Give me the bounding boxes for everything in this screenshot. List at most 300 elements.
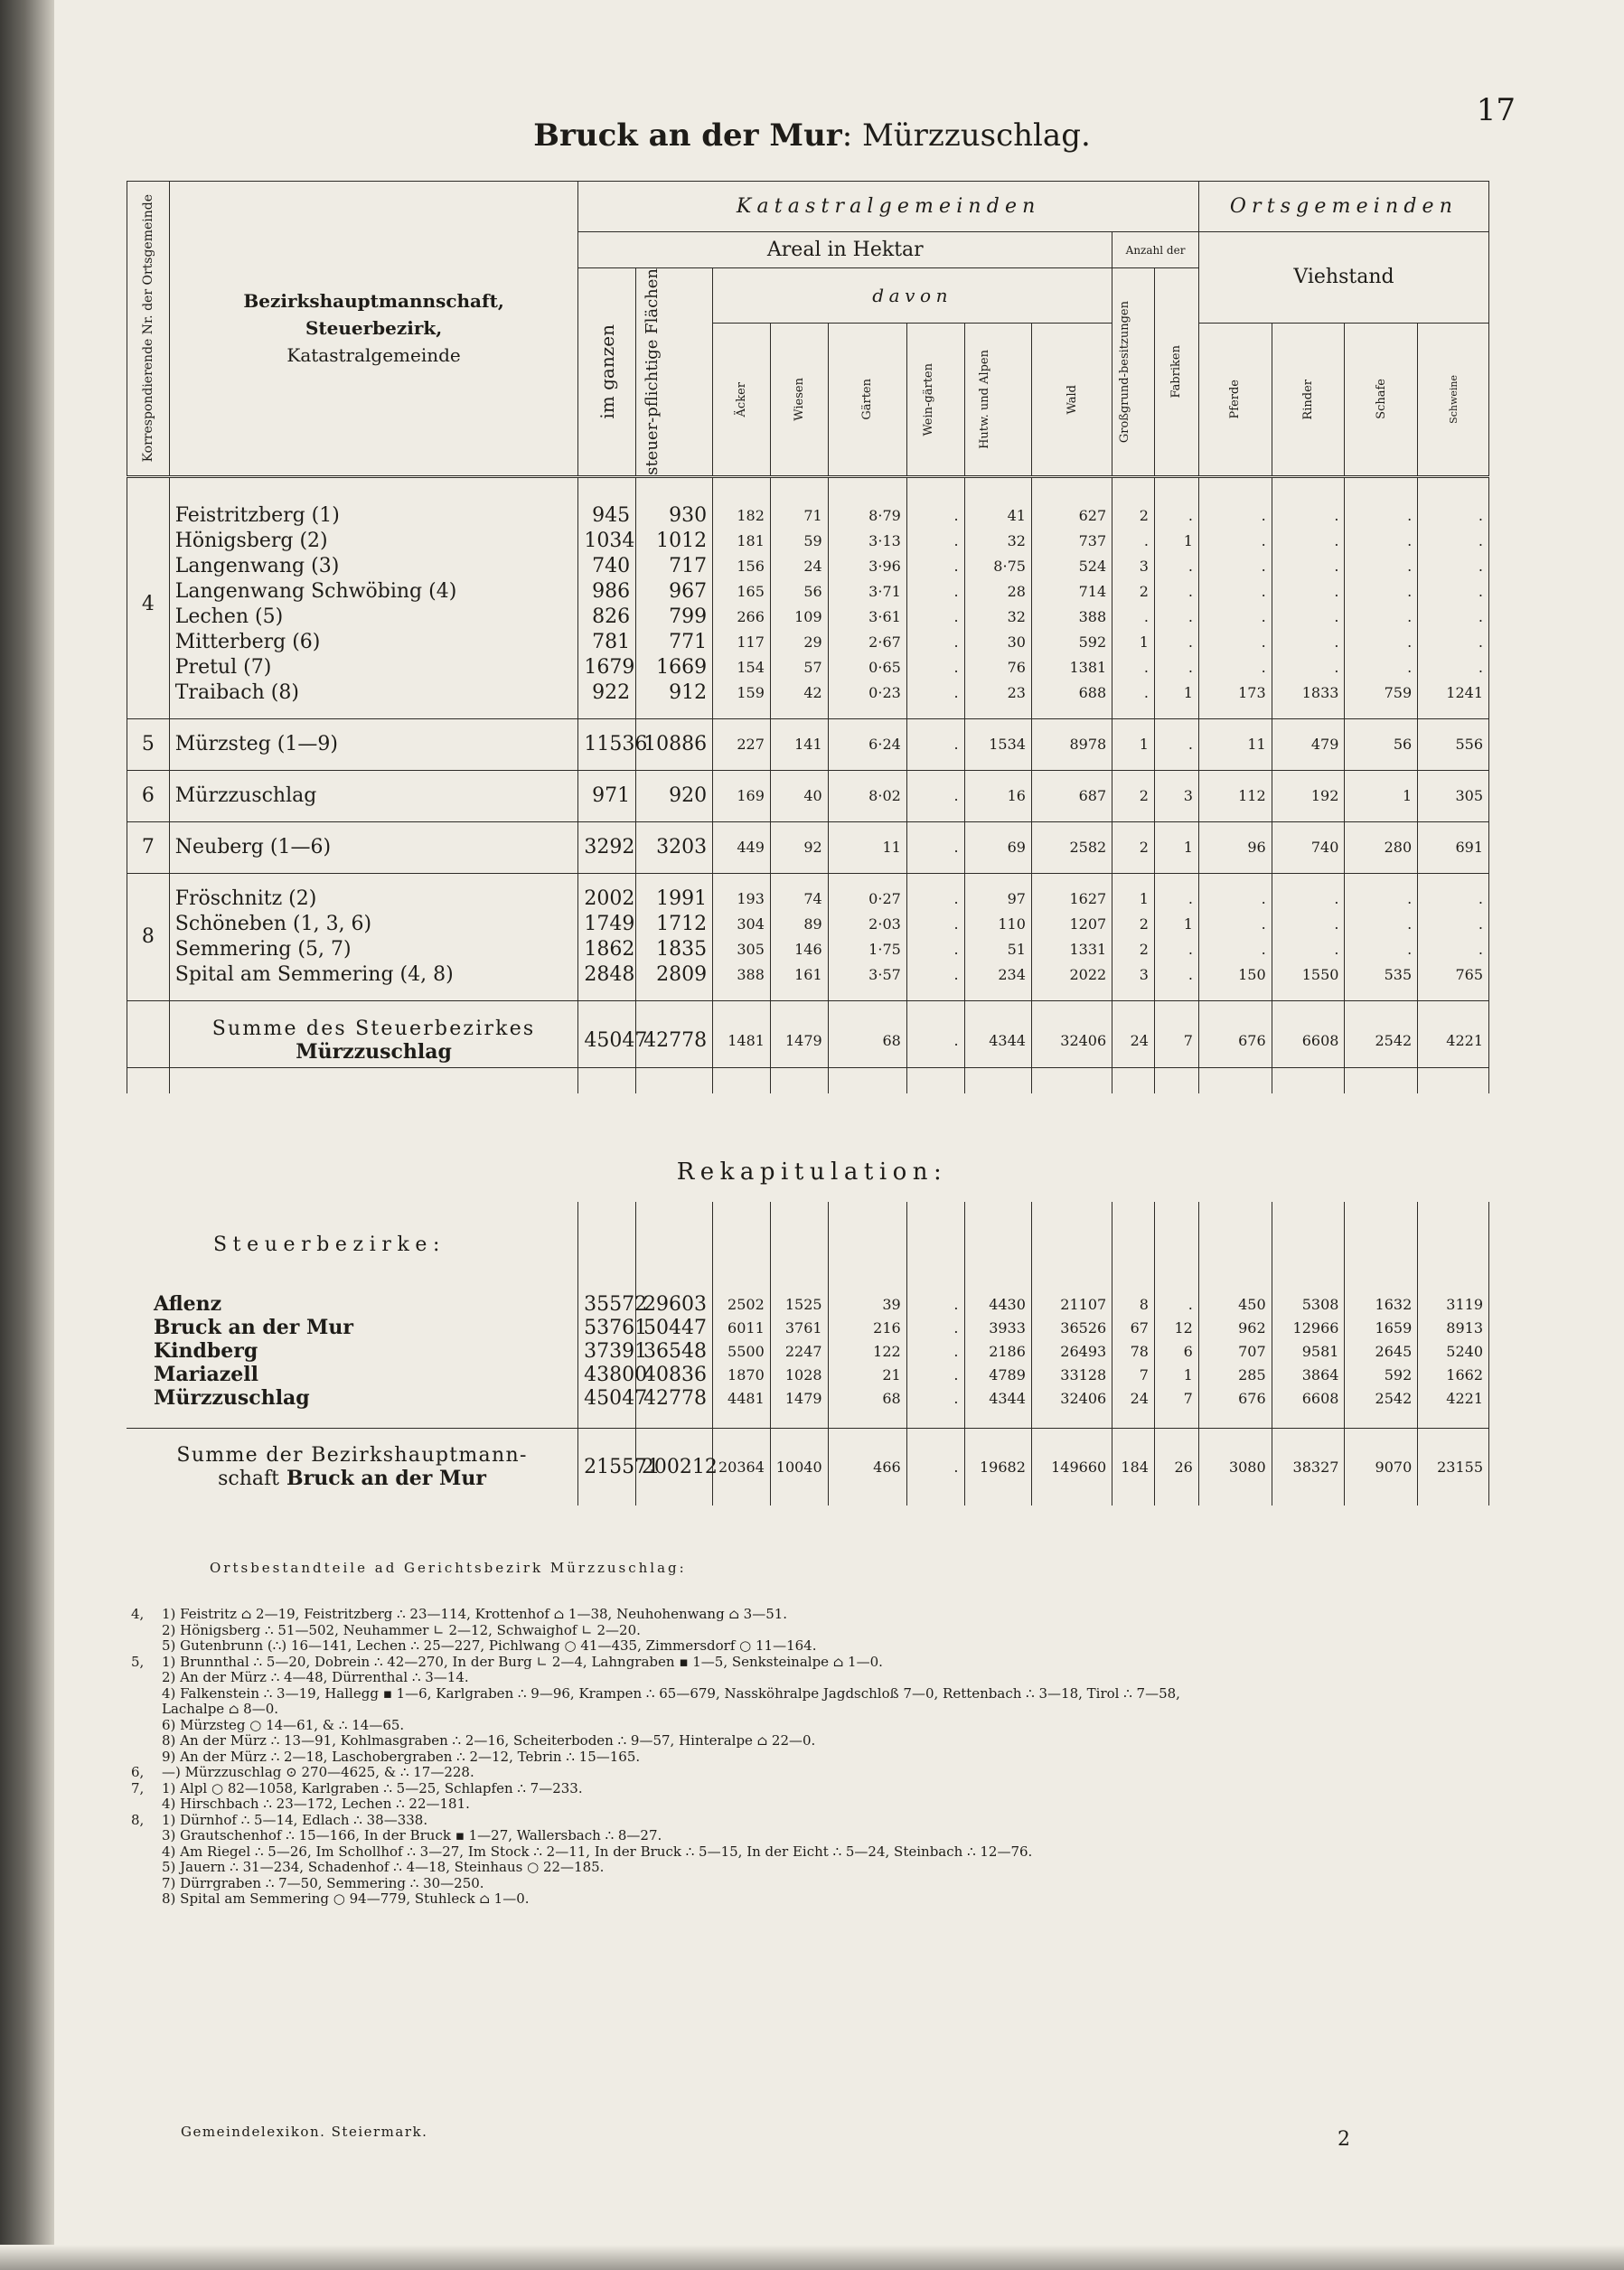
header-weingaerten: Wein-gärten [906,323,964,476]
katastralgemeinde-name: Spital am Semmering (4, 8) [169,962,578,988]
header-pferde: Pferde [1198,323,1272,476]
cell-value: 97 [964,886,1031,912]
cell-value: 305 [1418,783,1489,809]
cell-value: 35572 [578,1292,636,1316]
cell-value: 32406 [1031,1014,1112,1068]
cell-value: 7 [1154,1386,1198,1410]
cell-value: . [1272,912,1345,937]
cell-value: 1 [1112,630,1155,655]
table-header [127,182,1489,477]
ortsgemeinde-number: 7 [127,835,170,860]
footnote-text: 4) Am Riegel ∴ 5—26, Im Schollhof ∴ 3—27, Im Stock ∴ 2—11, In der Bruck ∴ 5—15, In der Eicht ∴ 5—24, Steinbach ∴ 12—76. [162,1843,1033,1860]
spacer-row [127,809,1489,822]
sum-label-1: Summe des Steuerbezirkes [211,1018,536,1041]
header-fabriken: Fabriken [1154,268,1198,477]
header-schweine: Schweine [1418,323,1489,476]
footnote-line [131,1828,1505,1844]
footnote-text: 4) Falkenstein ∴ 3—19, Hallegg ▪ 1—6, Karlgraben ∴ 9—96, Krampen ∴ 65—679, Nassköhralpe Jagdschloß 7—0, Rettenbach ∴ 3—18, Tirol ∴ 7—58, [162,1685,1180,1702]
cell-value: 216 [828,1316,906,1339]
cell-value: 2645 [1345,1339,1418,1363]
cell-value: . [1154,605,1198,630]
cell-value: . [1198,655,1272,680]
katastralgemeinde-name: Fröschnitz (2) [169,886,578,912]
cell-value: 1835 [636,937,713,962]
cell-value: 4221 [1418,1386,1489,1410]
cell-value: 1534 [964,732,1031,757]
footnote-text: 8) Spital am Semmering ○ 94—779, Stuhleck ⌂ 1—0. [162,1891,530,1907]
cell-value: 592 [1031,630,1112,655]
cell-value: . [906,503,964,529]
cell-value: . [906,886,964,912]
cell-value: . [1154,579,1198,605]
recap-title: Rekapitulation: [676,1158,948,1186]
cell-value: 29603 [635,1292,712,1316]
cell-value: . [1345,655,1418,680]
footnote-line [131,1860,1505,1876]
cell-value: 154 [713,655,771,680]
cell-value: 32 [964,529,1031,554]
header-rinder: Rinder [1272,323,1345,476]
cell-value: . [1418,912,1489,937]
recap-total-row [127,1428,1489,1506]
cell-value: 23 [964,680,1031,706]
table-body [127,476,1489,1093]
cell-value: 1833 [1272,680,1345,706]
cell-value: . [1198,605,1272,630]
cell-value: 1481 [713,1014,771,1068]
cell-value: 69 [964,835,1031,860]
cell-value: . [906,1316,964,1339]
cell-value: 40 [770,783,828,809]
header-wald: Wald [1031,323,1112,476]
footnote-text: —) Mürzzuschlag ⊙ 270—4625, & ∴ 17—228. [162,1765,474,1780]
cell-value: 8·02 [828,783,906,809]
cell-value: 691 [1418,835,1489,860]
footnote-key: 4, [131,1607,145,1622]
cell-value: . [1198,912,1272,937]
cell-value: . [1154,1292,1198,1316]
table-row [127,886,1489,912]
cell-value: 36548 [635,1339,712,1363]
footnote-line [131,1796,1505,1813]
cell-value: 59 [770,529,828,554]
cell-value: 51 [964,937,1031,962]
cell-value: 5308 [1272,1292,1345,1316]
cell-value: . [906,732,964,757]
cell-value: 67 [1112,1316,1155,1339]
katastralgemeinde-name: Schöneben (1, 3, 6) [169,912,578,937]
steuerbezirk-name: Kindberg [127,1339,578,1363]
cell-value: . [1112,680,1155,706]
cell-value: 3 [1112,554,1155,579]
cell-value: 149660 [1031,1428,1112,1506]
cell-value: 110 [964,912,1031,937]
cell-value: 76 [964,655,1031,680]
cell-value: 945 [578,503,636,529]
cell-value: 43800 [578,1363,636,1386]
steuerbezirk-name: Mariazell [127,1363,578,1386]
footnote-text: 2) An der Mürz ∴ 4—48, Dürrenthal ∴ 3—14. [162,1670,469,1685]
katastralgemeinde-name: Feistritzberg (1) [169,503,578,529]
cell-value: . [1418,605,1489,630]
cell-value: . [906,630,964,655]
cell-value: . [1198,579,1272,605]
recap-total-label-bezirk: Bruck an der Mur [286,1466,486,1490]
katastralgemeinde-name: Neuberg (1—6) [169,835,578,860]
cell-value: 8 [1112,1292,1155,1316]
recap-total-label [127,1428,578,1506]
cell-value: 12 [1154,1316,1198,1339]
cell-value: 2 [1112,579,1155,605]
katastralgemeinde-name: Mürzzuschlag [169,783,578,809]
cell-value: 1 [1154,1363,1198,1386]
cell-value: 765 [1418,962,1489,988]
ortsgemeinde-number: 8 [127,886,170,988]
cell-value: . [1154,655,1198,680]
cell-value: . [906,1339,964,1363]
table-row [127,783,1489,809]
cell-value: 1632 [1345,1292,1418,1316]
cell-value: 227 [713,732,771,757]
steuerbezirk-name: Bruck an der Mur [127,1316,578,1339]
cell-value: . [906,605,964,630]
cell-value: 799 [636,605,713,630]
cell-value: 1·75 [828,937,906,962]
ortsgemeinde-number: 5 [127,732,170,757]
footnote-line [131,1702,1505,1718]
spacer-row [127,821,1489,835]
cell-value: 3·13 [828,529,906,554]
cell-value: 304 [713,912,771,937]
cell-value: 450 [1198,1292,1272,1316]
footnote-line [131,1607,1505,1623]
table-row [127,503,1489,529]
cell-value: 45047 [578,1386,636,1410]
cell-value: 0·65 [828,655,906,680]
cell-value: 2542 [1345,1014,1418,1068]
footnote-line [131,1670,1505,1686]
footnote-key: 7, [131,1780,145,1796]
cell-value: 7 [1154,1014,1198,1068]
cell-value: 193 [713,886,771,912]
cell-value: 7 [1112,1363,1155,1386]
cell-value: 6011 [712,1316,770,1339]
cell-value: 4481 [712,1386,770,1410]
cell-value: 6608 [1272,1386,1345,1410]
cell-value: 922 [578,680,636,706]
cell-value: 2 [1112,503,1155,529]
cell-value: . [1418,554,1489,579]
table-row [127,835,1489,860]
header-im-ganzen: im ganzen [578,268,636,477]
cell-value: 1 [1345,783,1418,809]
cell-value: 16 [964,783,1031,809]
cell-value: 10040 [770,1428,828,1506]
footnote-text: 1) Brunnthal ∴ 5—20, Dobrein ∴ 42—270, In der Burg ∟ 2—4, Lahngraben ▪ 1—5, Senksteinalpe ⌂ 1—0. [162,1654,883,1670]
cell-value: . [1154,554,1198,579]
cell-value: 1028 [770,1363,828,1386]
cell-value: . [1418,503,1489,529]
cell-value: 71 [770,503,828,529]
cell-value: 50447 [635,1316,712,1339]
cell-value: 0·27 [828,886,906,912]
footnote-line [131,1876,1505,1892]
cell-value: 9581 [1272,1339,1345,1363]
header-grossgrund: Großgrund-besitzungen [1112,268,1155,477]
title-colon: : [841,117,862,154]
footnote-line [131,1655,1505,1671]
recap-total-label-1: Summe der Bezirkshauptmann- [176,1443,528,1467]
cell-value: . [1345,529,1418,554]
cell-value: 20364 [712,1428,770,1506]
page-edge-shadow [0,0,54,2270]
cell-value: 1870 [712,1363,770,1386]
cell-value: . [906,554,964,579]
cell-value: 56 [770,579,828,605]
cell-value: 4344 [964,1014,1031,1068]
cell-value: 21107 [1031,1292,1112,1316]
cell-value: 1 [1154,680,1198,706]
table-row [127,529,1489,554]
footnote-line [131,1813,1505,1829]
cell-value: 36526 [1031,1316,1112,1339]
cell-value: 39 [828,1292,906,1316]
katastralgemeinde-name: Semmering (5, 7) [169,937,578,962]
main-table [127,181,1489,1093]
cell-value: 11536 [578,732,636,757]
cell-value: 535 [1345,962,1418,988]
katastralgemeinde-name: Mürzsteg (1—9) [169,732,578,757]
cell-value: 11 [828,835,906,860]
cell-value: 627 [1031,503,1112,529]
header-hutweiden: Hutw. und Alpen [964,323,1031,476]
table-row [127,630,1489,655]
cell-value: . [1345,554,1418,579]
cell-value: . [1112,655,1155,680]
cell-value: 2848 [578,962,636,988]
cell-value: . [906,655,964,680]
cell-value: 45047 [578,1014,636,1068]
cell-value: 40836 [635,1363,712,1386]
cell-value: 1662 [1418,1363,1489,1386]
cell-value: 159 [713,680,771,706]
cell-value: 2·03 [828,912,906,937]
cell-value: 930 [636,503,713,529]
cell-value: 3933 [964,1316,1031,1339]
cell-value: . [1272,937,1345,962]
katastralgemeinde-name: Langenwang (3) [169,554,578,579]
cell-value: . [1198,886,1272,912]
cell-value: 687 [1031,783,1112,809]
cell-value: . [1345,912,1418,937]
cell-value: 24 [1112,1014,1155,1068]
footnote-key: 6, [131,1765,145,1780]
table-row [127,962,1489,988]
cell-value: . [1272,605,1345,630]
cell-value: 1034 [578,529,636,554]
recap-total-label-schaft: schaft [218,1467,280,1490]
cell-value: 2582 [1031,835,1112,860]
cell-value: . [1198,937,1272,962]
steuerbezirk-name: Mürzzuschlag [127,1386,578,1410]
footnote-line [131,1844,1505,1861]
table-row [127,655,1489,680]
spacer-row [127,988,1489,1001]
header-schafe: Schafe [1345,323,1418,476]
steuerbezirk-name: Aflenz [127,1292,578,1316]
katastralgemeinde-name: Lechen (5) [169,605,578,630]
cell-value: 986 [578,579,636,605]
cell-value: . [906,1292,964,1316]
cell-value: 78 [1112,1339,1155,1363]
cell-value: 920 [636,783,713,809]
cell-value: 1669 [636,655,713,680]
recap-row [127,1292,1489,1316]
header-viehstand: Viehstand [1198,232,1488,324]
cell-value: 3·61 [828,605,906,630]
cell-value: 1712 [636,912,713,937]
footnote-line [131,1638,1505,1655]
cell-value: . [1112,605,1155,630]
cell-value: . [906,680,964,706]
cell-value: 32 [964,605,1031,630]
cell-value: 9070 [1345,1428,1418,1506]
cell-value: 967 [636,579,713,605]
table-row [127,732,1489,757]
cell-value: 38327 [1272,1428,1345,1506]
cell-value: 3·96 [828,554,906,579]
recap-total-label-2 [132,1467,572,1490]
cell-value: 1679 [578,655,636,680]
cell-value: 2 [1112,783,1155,809]
cell-value: 717 [636,554,713,579]
cell-value: 3 [1154,783,1198,809]
cell-value: 2809 [636,962,713,988]
cell-value: 676 [1198,1014,1272,1068]
katastralgemeinde-name: Hönigsberg (2) [169,529,578,554]
cell-value: . [1418,579,1489,605]
cell-value: . [1154,630,1198,655]
cell-value: 28 [964,579,1031,605]
cell-value: . [1345,937,1418,962]
recap-row [127,1316,1489,1339]
cell-value: 1991 [636,886,713,912]
recap-row [127,1363,1489,1386]
cell-value: 676 [1198,1386,1272,1410]
spacer-row [127,860,1489,874]
cell-value: . [1272,886,1345,912]
cell-value: 1862 [578,937,636,962]
cell-value: 68 [828,1386,906,1410]
cell-value: 3292 [578,835,636,860]
cell-value: 141 [770,732,828,757]
footnote-line [131,1733,1505,1749]
header-anzahl: Anzahl der [1112,232,1199,268]
sum-label [169,1014,578,1068]
cell-value: 56 [1345,732,1418,757]
cell-value: 146 [770,937,828,962]
cell-value: 4344 [964,1386,1031,1410]
cell-value: 173 [1198,680,1272,706]
cell-value: 2002 [578,886,636,912]
cell-value: . [906,1363,964,1386]
footnote-text: 1) Feistritz ⌂ 2—19, Feistritzberg ∴ 23—114, Krottenhof ⌂ 1—38, Neuhohenwang ⌂ 3—51. [162,1607,788,1622]
page-number: 17 [1476,92,1516,128]
cell-value: 388 [713,962,771,988]
page-bottom-shadow [0,2245,1624,2270]
cell-value: 3080 [1198,1428,1272,1506]
footnote-line [131,1891,1505,1908]
cell-value: 3864 [1272,1363,1345,1386]
cell-value: 740 [1272,835,1345,860]
recap-row [127,1386,1489,1410]
table-row [127,554,1489,579]
cell-value: . [1418,886,1489,912]
cell-value: . [1345,579,1418,605]
spacer-row [127,1000,1489,1014]
title-sub: Mürzzuschlag. [861,117,1091,154]
cell-value: 234 [964,962,1031,988]
page-title [0,117,1624,154]
cell-value: 3119 [1418,1292,1489,1316]
cell-value: 1241 [1418,680,1489,706]
header-areal: Areal in Hektar [578,232,1112,268]
cell-value: 165 [713,579,771,605]
cell-value: 32406 [1031,1386,1112,1410]
cell-value: 305 [713,937,771,962]
cell-value: 161 [770,962,828,988]
main-table-container [127,181,1489,1093]
cell-value: 4789 [964,1363,1031,1386]
cell-value: 21 [828,1363,906,1386]
cell-value: . [1418,630,1489,655]
cell-value: 1 [1154,912,1198,937]
cell-value: 1 [1154,529,1198,554]
cell-value: 2·67 [828,630,906,655]
header-wiesen: Wiesen [770,323,828,476]
cell-value: 971 [578,783,636,809]
spacer-row [127,476,1489,491]
cell-value: . [1272,503,1345,529]
footer-mark: 2 [1338,2128,1350,2151]
cell-value: . [906,783,964,809]
footnote-key: 5, [131,1654,145,1670]
cell-value: 6·24 [828,732,906,757]
recap-row [127,1339,1489,1363]
cell-value: 150 [1198,962,1272,988]
cell-value: 37391 [578,1339,636,1363]
footnote-key: 8, [131,1812,145,1828]
cell-value: 3761 [770,1316,828,1339]
cell-value: 1331 [1031,937,1112,962]
cell-value: 5240 [1418,1339,1489,1363]
cell-value: 8·75 [964,554,1031,579]
table-row [127,605,1489,630]
cell-value: 707 [1198,1339,1272,1363]
cell-value: 714 [1031,579,1112,605]
table-row [127,937,1489,962]
cell-value: 1550 [1272,962,1345,988]
cell-value: . [1154,503,1198,529]
cell-value: 1479 [770,1386,828,1410]
footnote-text: 5) Jauern ∴ 31—234, Schadenhof ∴ 4—18, Steinhaus ○ 22—185. [162,1860,605,1875]
cell-value: 74 [770,886,828,912]
cell-value: 2 [1112,835,1155,860]
cell-value: 8978 [1031,732,1112,757]
footnote-text: 5) Gutenbrunn (∴) 16—141, Lechen ∴ 25—227, Pichlwang ○ 41—435, Zimmersdorf ○ 11—164. [162,1638,817,1654]
cell-value: . [1112,529,1155,554]
cell-value: . [1418,529,1489,554]
